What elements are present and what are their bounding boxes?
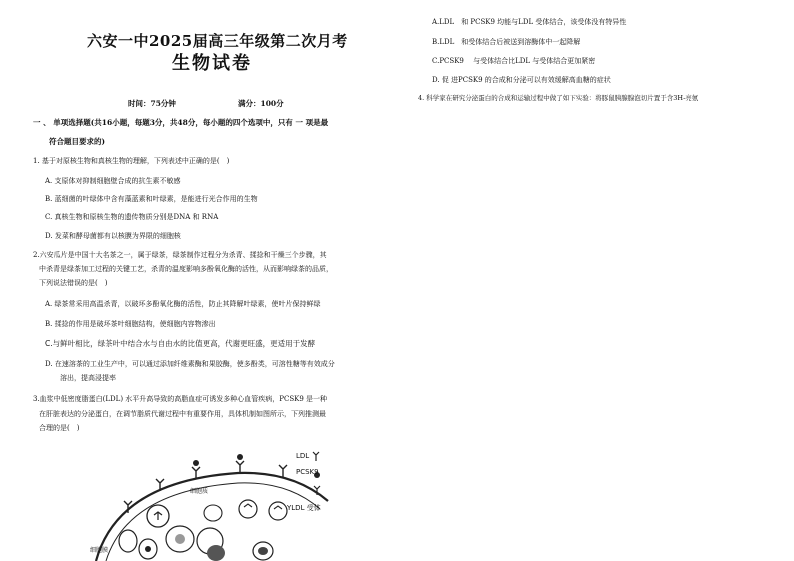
figure-label-membrane: 细胞膜 [90, 547, 109, 554]
section-heading: 一 、 单项选择题(共16小题，每题3分，共48分，每小题的四个选项中，只有 一 项是最 [33, 118, 329, 127]
exam-subject: 生物试卷 [172, 53, 252, 74]
q3-stem-2: 在肝脏表达的分泌蛋白，在调节脂质代谢过程中有重要作用，具体机制如图所示，下列推测最 [39, 410, 326, 418]
exam-score: 满分：100分 [238, 99, 284, 108]
q3-option-c: C.PCSK9 与受体结合比LDL 与受体结合更加紧密 [432, 57, 596, 65]
q2-option-c: C.与鲜叶相比，绿茶叶中结合水与自由水的比值更高，代谢更旺盛，更适用于发酵 [45, 339, 316, 348]
q3-option-a: A.LDL 和 PCSK9 均能与LDL 受体结合，该受体没有特异性 [432, 18, 627, 26]
q2-option-a: A. 绿茶常采用高温杀青，以破坏多酚氧化酶的活性，防止其降解叶绿素，使叶片保持鲜绿 [45, 300, 321, 308]
q1-option-d: D. 发菜和酵母菌都有以核膜为界限的细胞核 [45, 232, 181, 240]
q2-option-d-2: 溶出，提高浸提率 [60, 374, 116, 382]
q3-stem-3: 合理的是( ) [39, 424, 80, 432]
q2-stem-1: 2.六安瓜片是中国十大名茶之一，属于绿茶，绿茶制作过程分为杀青、揉捻和干燥三个步骤，其 [33, 251, 327, 259]
q2-stem-2: 中杀青是绿茶加工过程的关键工艺，杀青的温度影响多酚氧化酶的活性，从而影响绿茶的品质， [39, 265, 333, 273]
q1-option-c: C. 真核生物和原核生物的遗传物质分别是DNA 和 RNA [45, 213, 219, 221]
q2-option-b: B. 揉捻的作用是破坏茶叶细胞结构，使细胞内容物渗出 [45, 320, 216, 328]
q1-option-b: B. 蓝细菌的叶绿体中含有藻蓝素和叶绿素，是能进行光合作用的生物 [45, 195, 258, 203]
q3-stem-1: 3.血浆中低密度脂蛋白(LDL) 水平升高导致的高脂血症可诱发多种心血管疾病，PCSK9 是一种 [33, 395, 328, 403]
q2-option-d-1: D. 在速溶茶的工业生产中，可以通过添加纤维素酶和果胶酶，使多酚类，可溶性糖等有效成分 [45, 360, 335, 368]
exam-title: 六安一中2025届高三年级第二次月考 [87, 32, 348, 50]
q3-option-d: D. 促 进PCSK9 的合成和分泌可以有效缓解高血糖的症状 [432, 76, 611, 84]
q4-stem: 4. 科学家在研究分泌蛋白的合成和运输过程中做了如下实验：将豚鼠胰腺腺泡切片置于含3H-亮氨 [418, 94, 699, 102]
figure-label-cytoplasm: 细胞质 [190, 488, 209, 495]
section-heading-cont: 符合题目要求的) [49, 137, 106, 146]
exam-time: 时间：75分钟 [128, 99, 176, 108]
q3-option-b: B.LDL 和受体结合后被送到溶酶体中一起降解 [432, 38, 581, 46]
figure-label-pcsk9: PCSK9 [296, 468, 319, 476]
q1-option-a: A. 支原体对抑制细胞壁合成的抗生素不敏感 [45, 177, 181, 185]
q2-stem-3: 下列说法错误的是( ) [39, 279, 108, 287]
figure-label-receptor: YLDL 受体 [287, 504, 321, 512]
figure-label-ldl: LDL [296, 452, 310, 460]
q1-stem: 1. 基于对原核生物和真核生物的理解，下列表述中正确的是( ) [33, 157, 230, 165]
